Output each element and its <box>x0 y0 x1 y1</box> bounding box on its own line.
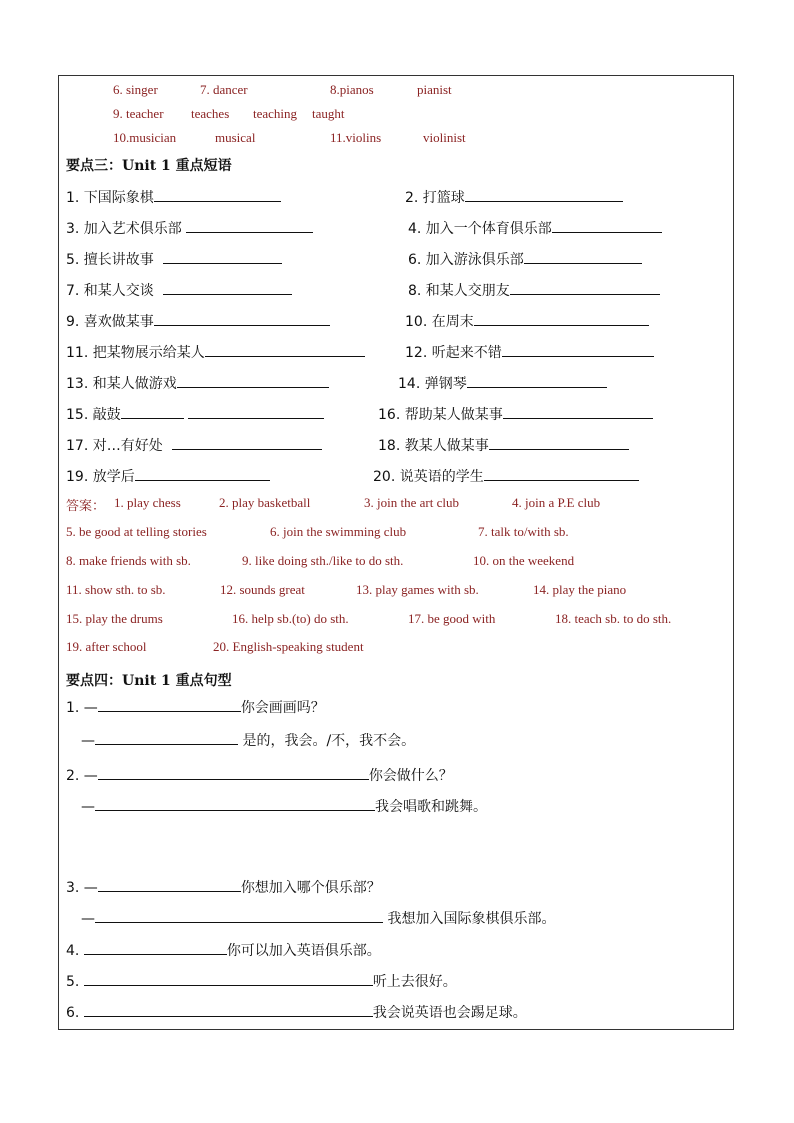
answer-text: 14. play the piano <box>533 582 627 597</box>
answer-text: 8.pianos <box>330 82 374 97</box>
phrase-item: 10. 在周末 <box>405 311 649 331</box>
sentence-item: 1. — 你会画画吗？ <box>66 697 325 717</box>
answer-text: 17. be good with <box>408 611 496 626</box>
phrase-item: 7. 和某人交谈 <box>66 280 292 300</box>
answer-blank[interactable] <box>465 187 623 202</box>
answer-blank[interactable] <box>84 940 227 955</box>
sentence-item: — 我会唱歌和跳舞。 <box>81 796 487 816</box>
phrase-item: 17. 对…有好处 <box>66 435 322 455</box>
phrase-item: 2. 打篮球 <box>405 187 623 207</box>
sentence-item: 3. — 你想加入哪个俱乐部？ <box>66 877 381 897</box>
answer-blank[interactable] <box>84 971 373 986</box>
phrase-item: 5. 擅长讲故事 <box>66 249 282 269</box>
answer-text: 2. play basketball <box>219 495 311 510</box>
answer-text: 11.violins <box>330 130 382 145</box>
answer-text: pianist <box>417 82 452 97</box>
phrase-item: 18. 教某人做某事 <box>378 435 629 455</box>
answer-text: 7. talk to/with sb. <box>478 524 569 539</box>
answer-blank[interactable] <box>474 311 649 326</box>
answer-text: 11. show sth. to sb. <box>66 582 166 597</box>
phrase-item: 8. 和某人交朋友 <box>408 280 660 300</box>
answer-text: violinist <box>423 130 466 145</box>
phrase-item: 14. 弹钢琴 <box>398 373 607 393</box>
answer-text: 19. after school <box>66 639 147 654</box>
phrase-item: 19. 放学后 <box>66 466 270 486</box>
answer-blank[interactable] <box>484 466 639 481</box>
answer-blank[interactable] <box>95 908 383 923</box>
phrase-item: 6. 加入游泳俱乐部 <box>408 249 642 269</box>
answer-text: 12. sounds great <box>220 582 305 597</box>
answer-blank[interactable] <box>163 249 282 264</box>
answer-text: 10.musician <box>113 130 177 145</box>
answer-text: 18. teach sb. to do sth. <box>555 611 672 626</box>
answer-blank[interactable] <box>503 404 653 419</box>
answer-blank[interactable] <box>205 342 365 357</box>
answer-blank[interactable] <box>552 218 662 233</box>
answer-blank[interactable] <box>95 730 238 745</box>
answer-text: 6. singer <box>113 82 158 97</box>
answer-blank[interactable] <box>135 466 270 481</box>
answer-blank[interactable] <box>177 373 329 388</box>
answer-text: teaching <box>253 106 298 121</box>
answer-text: 7. dancer <box>200 82 248 97</box>
answer-text: 3. join the art club <box>364 495 459 510</box>
answer-blank[interactable] <box>84 1002 373 1017</box>
sentence-item: — 是的，我会。/不，我不会。 <box>81 730 415 750</box>
answer-text: 9. like doing sth./like to do sth. <box>242 553 404 568</box>
answer-blank[interactable] <box>510 280 660 295</box>
answer-blank[interactable] <box>95 796 375 811</box>
answer-text: teaches <box>191 106 230 121</box>
phrase-item: 12. 听起来不错 <box>405 342 654 362</box>
answer-blank[interactable] <box>121 404 184 419</box>
answer-text: 4. join a P.E club <box>512 495 601 510</box>
answer-blank[interactable] <box>186 218 313 233</box>
answer-text: 13. play games with sb. <box>356 582 479 597</box>
answer-text: 10. on the weekend <box>473 553 575 568</box>
phrase-item: 20. 说英语的学生 <box>373 466 639 486</box>
answer-blank[interactable] <box>467 373 607 388</box>
sentence-item: 5. 听上去很好。 <box>66 971 457 991</box>
answer-blank[interactable] <box>524 249 642 264</box>
sentence-item: 2. — 你会做什么？ <box>66 765 453 785</box>
section4-heading: 要点四：Unit 1 重点句型 <box>66 673 232 689</box>
answer-blank[interactable] <box>188 404 324 419</box>
answer-blank[interactable] <box>154 187 281 202</box>
answer-blank[interactable] <box>98 765 369 780</box>
phrase-item: 3. 加入艺术俱乐部 <box>66 218 313 238</box>
answer-text: 20. English-speaking student <box>213 639 364 654</box>
section3-heading: 要点三：Unit 1 重点短语 <box>66 158 232 174</box>
answer-text: 5. be good at telling stories <box>66 524 207 539</box>
answer-blank[interactable] <box>98 697 241 712</box>
phrase-item: 16. 帮助某人做某事 <box>378 404 653 424</box>
answer-label: 答案： <box>66 498 106 513</box>
answer-text: 1. play chess <box>114 495 181 510</box>
phrase-item: 15. 敲鼓 <box>66 404 324 424</box>
answer-blank[interactable] <box>154 311 330 326</box>
answer-blank[interactable] <box>489 435 629 450</box>
answer-text: 8. make friends with sb. <box>66 553 191 568</box>
answer-text: 15. play the drums <box>66 611 163 626</box>
answer-text: taught <box>312 106 345 121</box>
sentence-item: — 我想加入国际象棋俱乐部。 <box>81 908 555 928</box>
sentence-item: 6. 我会说英语也会踢足球。 <box>66 1002 527 1022</box>
sentence-item: 4. 你可以加入英语俱乐部。 <box>66 940 381 960</box>
answer-text: 6. join the swimming club <box>270 524 407 539</box>
phrase-item: 11. 把某物展示给某人 <box>66 342 365 362</box>
phrase-item: 4. 加入一个体育俱乐部 <box>408 218 662 238</box>
answer-text: musical <box>215 130 256 145</box>
answer-blank[interactable] <box>98 877 241 892</box>
answer-blank[interactable] <box>172 435 322 450</box>
answer-text: 16. help sb.(to) do sth. <box>232 611 349 626</box>
phrase-item: 13. 和某人做游戏 <box>66 373 329 393</box>
phrase-item: 1. 下国际象棋 <box>66 187 281 207</box>
answer-text: 9. teacher <box>113 106 164 121</box>
answer-blank[interactable] <box>502 342 654 357</box>
answer-blank[interactable] <box>163 280 292 295</box>
phrase-item: 9. 喜欢做某事 <box>66 311 330 331</box>
